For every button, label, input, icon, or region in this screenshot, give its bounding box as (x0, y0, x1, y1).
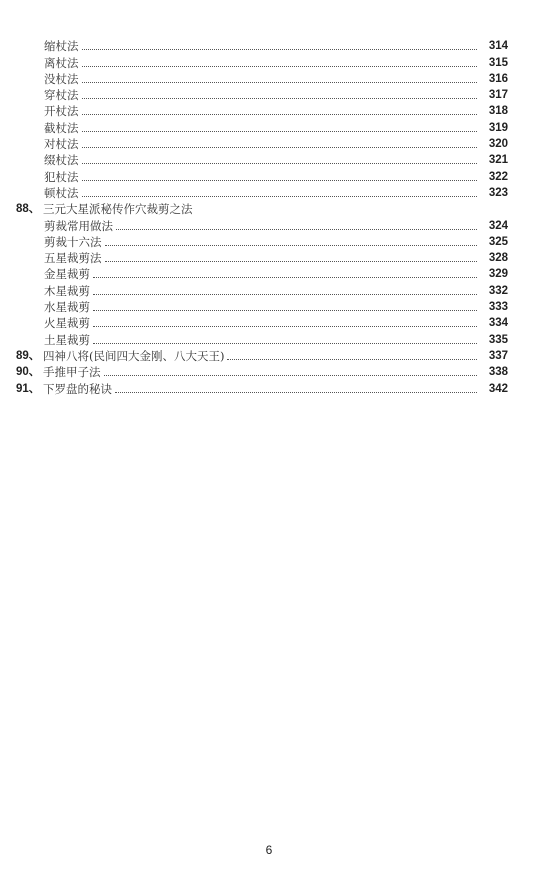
toc-entry-page: 342 (488, 382, 508, 395)
toc-entry[interactable] (16, 167, 508, 183)
toc-entry-page: 321 (488, 154, 508, 167)
toc-entry-title: 缩杖法 (44, 39, 79, 54)
dot-leader (82, 113, 478, 115)
dot-leader (82, 162, 478, 164)
toc-entry-page: 337 (488, 349, 508, 362)
toc-entry-page: 323 (488, 186, 508, 199)
toc-entry[interactable] (16, 330, 508, 346)
dot-leader (105, 244, 478, 246)
toc-entry[interactable] (16, 53, 508, 69)
toc-entry-title: 四神八将(民间四大金刚、八大天王) (43, 348, 225, 363)
toc-entry[interactable] (16, 314, 508, 330)
toc-entry[interactable] (16, 86, 508, 102)
toc-entry[interactable] (16, 233, 508, 249)
dot-leader (93, 342, 477, 344)
dot-leader (116, 228, 477, 230)
toc-entry-title: 金星裁剪 (44, 267, 90, 282)
toc-entry-page: 324 (488, 219, 508, 232)
toc-entry-title: 剪裁常用做法 (44, 218, 113, 233)
page-number: 6 (265, 843, 273, 857)
toc-entry-title: 没杖法 (44, 71, 79, 86)
toc-entry-page: 322 (488, 170, 508, 183)
toc-entry-page: 325 (488, 235, 508, 248)
toc-entry-title: 穿杖法 (44, 88, 79, 103)
toc-entry-title: 火星裁剪 (44, 316, 90, 331)
toc-entry-page: 316 (488, 72, 508, 85)
dot-leader (82, 179, 478, 181)
toc-entry-page: 329 (488, 268, 508, 281)
toc-entry[interactable] (16, 281, 508, 297)
toc-entry-title: 对杖法 (44, 137, 79, 152)
toc-entry-page: 320 (488, 138, 508, 151)
dot-leader (82, 97, 478, 99)
toc-section-number: 89、 (16, 349, 41, 362)
toc-entry[interactable] (16, 298, 508, 314)
dot-leader (93, 309, 477, 311)
toc-entry[interactable] (16, 135, 508, 151)
toc-entry-page: 334 (488, 317, 508, 330)
toc-entry-page: 315 (488, 56, 508, 69)
dot-leader (93, 325, 477, 327)
toc-entry-title: 顿杖法 (44, 185, 79, 200)
dot-leader (93, 293, 477, 295)
toc-entry[interactable] (16, 265, 508, 281)
toc-entry-page: 333 (488, 301, 508, 314)
toc-section-entry[interactable] (16, 379, 508, 395)
dot-leader (82, 48, 478, 50)
toc-entry-page: 319 (488, 121, 508, 134)
dot-leader (115, 391, 477, 393)
table-of-contents (16, 37, 508, 396)
toc-section-heading[interactable] (16, 200, 508, 216)
toc-entry-title: 下罗盘的秘诀 (43, 381, 112, 396)
dot-leader (82, 65, 478, 67)
toc-entry-page: 318 (488, 105, 508, 118)
toc-entry-page: 335 (488, 333, 508, 346)
toc-entry[interactable] (16, 249, 508, 265)
toc-entry-page: 332 (488, 284, 508, 297)
toc-entry-title: 截杖法 (44, 120, 79, 135)
dot-leader (93, 276, 477, 278)
dot-leader (227, 358, 477, 360)
dot-leader (82, 130, 478, 132)
dot-leader (82, 81, 478, 83)
toc-entry-title: 土星裁剪 (44, 332, 90, 347)
toc-entry-title: 手推甲子法 (43, 365, 101, 380)
toc-entry[interactable] (16, 184, 508, 200)
toc-entry-title: 离杖法 (44, 55, 79, 70)
toc-entry-title: 水星裁剪 (44, 300, 90, 315)
dot-leader (82, 195, 478, 197)
toc-entry[interactable] (16, 37, 508, 53)
toc-entry-title: 犯杖法 (44, 169, 79, 184)
toc-entry-title: 三元大星派秘传作穴裁剪之法 (43, 202, 193, 217)
toc-entry-page: 314 (488, 40, 508, 53)
toc-entry-title: 五星裁剪法 (44, 251, 102, 266)
toc-entry-title: 开杖法 (44, 104, 79, 119)
toc-entry-page: 317 (488, 89, 508, 102)
toc-entry-title: 剪裁十六法 (44, 234, 102, 249)
toc-entry-page: 328 (488, 252, 508, 265)
toc-entry[interactable] (16, 216, 508, 232)
toc-entry[interactable] (16, 70, 508, 86)
toc-section-number: 90、 (16, 366, 41, 379)
dot-leader (82, 146, 478, 148)
toc-section-entry[interactable] (16, 363, 508, 379)
toc-entry-page: 338 (488, 366, 508, 379)
dot-leader (105, 260, 478, 262)
toc-entry-title: 木星裁剪 (44, 283, 90, 298)
toc-section-entry[interactable] (16, 347, 508, 363)
toc-entry-title: 缀杖法 (44, 153, 79, 168)
toc-entry[interactable] (16, 102, 508, 118)
toc-entry[interactable] (16, 151, 508, 167)
toc-entry[interactable] (16, 118, 508, 134)
dot-leader (104, 374, 478, 376)
toc-section-number: 91、 (16, 382, 41, 395)
toc-section-number: 88、 (16, 203, 41, 216)
